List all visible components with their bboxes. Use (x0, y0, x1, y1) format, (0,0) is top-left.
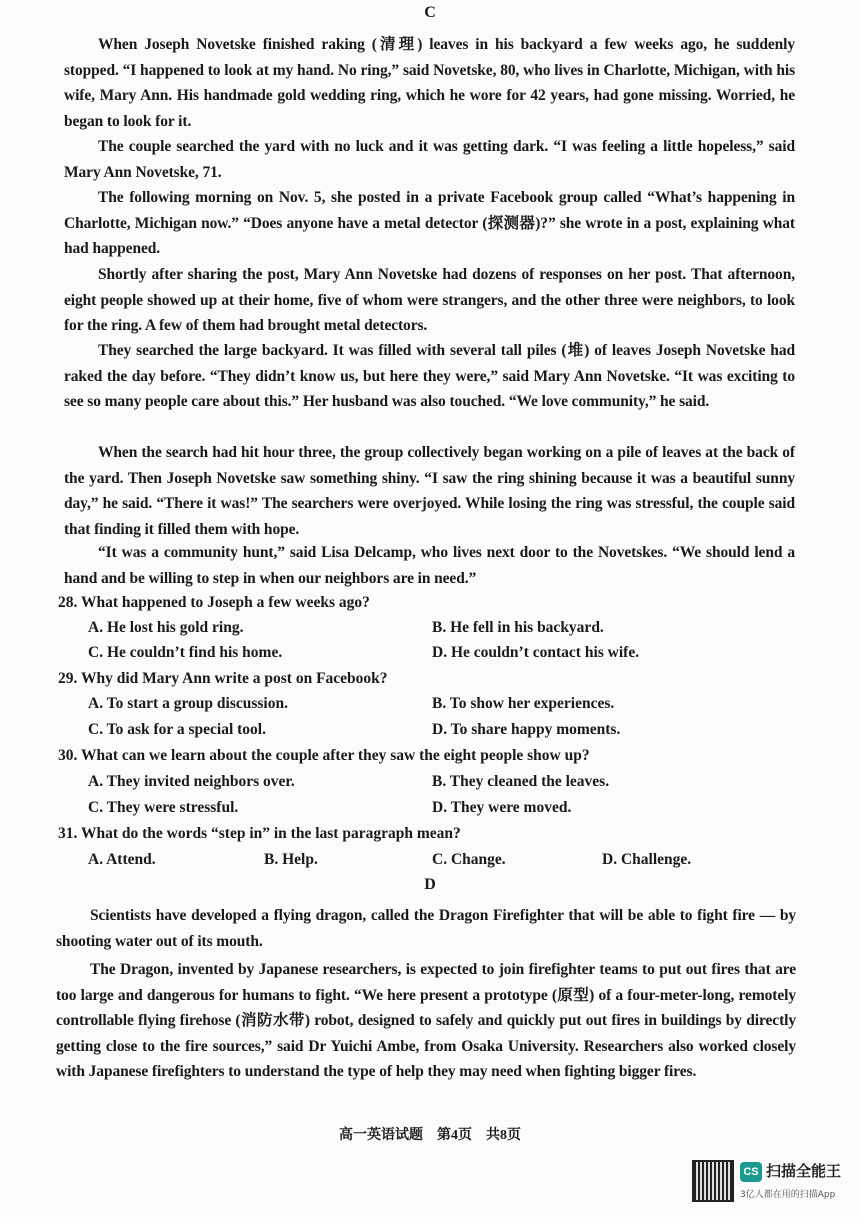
question-29-option-c: C. To ask for a special tool. (88, 721, 266, 738)
question-28-option-c: C. He couldn’t find his home. (88, 644, 283, 661)
section-c-paragraph-5: They searched the large backyard. It was filled with several tall piles (堆) of leaves Joseph Novetske had raked the day before. “They didn’t know us, but here they were,” said Mary Ann Novetske. “It was exciting to see so many people care about this.” Her husband was also touched. “We love community,” he said. (64, 342, 795, 411)
question-31-stem: 31. What do the words “step in” in the last paragraph mean? (58, 825, 461, 842)
page-footer: 高一英语试题 第4页 共8页 (339, 1128, 521, 1143)
question-30-option-d: D. They were moved. (432, 799, 572, 816)
question-28-option-b: B. He fell in his backyard. (432, 619, 604, 636)
section-c-paragraph-1: When Joseph Novetske finished raking (清理) leaves in his backyard a few weeks ago, he suddenly stopped. “I happened to look at my hand. No ring,” said Novetske, 80, who lives in Charlotte, Michigan, with his wife, Mary Ann. His handmade gold wedding ring, which he wore for 42 years, had gone missing. Worried, he began to look for it. (64, 36, 795, 130)
question-29-stem: 29. Why did Mary Ann write a post on Facebook? (58, 670, 388, 687)
qr-code-icon (692, 1160, 734, 1202)
question-28-option-d: D. He couldn’t contact his wife. (432, 644, 640, 661)
question-31-option-d: D. Challenge. (602, 851, 692, 868)
question-30-option-c: C. They were stressful. (88, 799, 239, 816)
section-c-paragraph-3: The following morning on Nov. 5, she posted in a private Facebook group called “What’s happening in Charlotte, Michigan now.” “Does anyone have a metal detector (探测器)?” she wrote in a post, explaining what had happened. (64, 189, 795, 258)
section-d-paragraph-1: Scientists have developed a flying dragon, called the Dragon Firefighter that will be able to fight fire — by shooting water out of its mouth. (56, 907, 796, 950)
question-29-option-d: D. To share happy moments. (432, 721, 621, 738)
question-31-option-c: C. Change. (432, 851, 506, 868)
scanner-watermark (692, 1160, 852, 1206)
question-30-option-b: B. They cleaned the leaves. (432, 773, 610, 790)
section-c-paragraph-6: When the search had hit hour three, the group collectively began working on a pile of leaves at the back of the yard. Then Joseph Novetske saw something shiny. “I saw the ring shining because it was a beautiful sunny day,” he said. “There it was!” The searchers were overjoyed. While losing the ring was stressful, the couple said that finding it filled them with hope. (64, 444, 795, 538)
question-30-option-a: A. They invited neighbors over. (88, 773, 295, 790)
question-28-option-a: A. He lost his gold ring. (88, 619, 244, 636)
section-c-paragraph-2: The couple searched the yard with no luck and it was getting dark. “I was feeling a little hopeless,” said Mary Ann Novetske, 71. (64, 138, 795, 181)
question-31-option-a: A. Attend. (88, 851, 156, 868)
section-d-letter: D (424, 876, 436, 893)
section-d-paragraph-2: The Dragon, invented by Japanese researchers, is expected to join firefighter teams to put out fires that are too large and dangerous for humans to fight. “We here present a prototype (原型) of a four-meter-long, remotely controllable flying firehose (消防水带) robot, designed to safely and quickly put out fires in buildings by directly getting close to the fire sources,” said Dr Yuichi Ambe, from Osaka University. Researchers also worked closely with Japanese firefighters to understand the type of help they may need when fighting bigger fires. (56, 961, 796, 1081)
question-29-option-a: A. To start a group discussion. (88, 695, 288, 712)
question-31-option-b: B. Help. (264, 851, 318, 868)
watermark-title: 扫描全能王 (766, 1162, 842, 1180)
section-c-paragraph-7: “It was a community hunt,” said Lisa Delcamp, who lives next door to the Novetskes. “We should lend a hand and be willing to step in when our neighbors are in need.” (64, 544, 795, 587)
watermark-subtitle: 3亿人都在用的扫描App (740, 1190, 836, 1200)
question-28-stem: 28. What happened to Joseph a few weeks ago? (58, 594, 370, 611)
camscanner-logo-icon: CS (740, 1162, 762, 1182)
question-30-stem: 30. What can we learn about the couple after they saw the eight people show up? (58, 747, 590, 764)
section-c-letter: C (424, 4, 436, 21)
section-c-paragraph-4: Shortly after sharing the post, Mary Ann Novetske had dozens of responses on her post. That afternoon, eight people showed up at their home, five of whom were strangers, and the other three were neighbors, to look for the ring. A few of them had brought metal detectors. (64, 266, 795, 335)
question-29-option-b: B. To show her experiences. (432, 695, 615, 712)
